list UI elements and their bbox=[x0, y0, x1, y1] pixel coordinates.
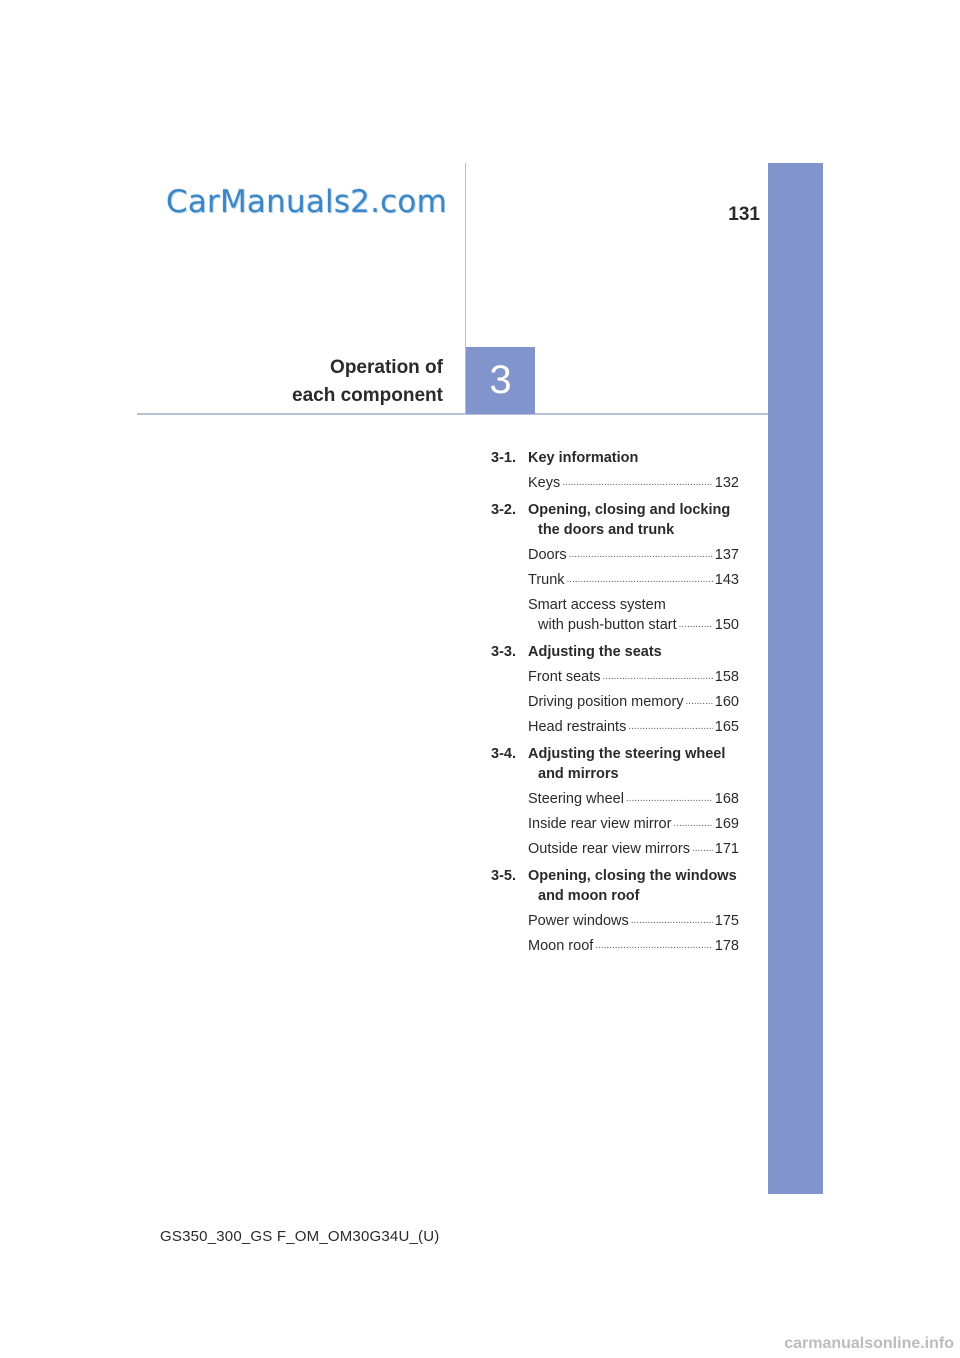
toc-section-number: 3-3. bbox=[491, 644, 516, 660]
toc-entry-label bbox=[528, 595, 677, 635]
toc-dot-leader bbox=[673, 814, 712, 834]
toc-dot-leader bbox=[567, 570, 713, 590]
toc-entry-label bbox=[528, 667, 601, 687]
toc-entry-label bbox=[528, 911, 629, 931]
toc-section-title bbox=[528, 500, 739, 540]
toc-section-title-line-1: Adjusting the steering wheel bbox=[528, 746, 726, 762]
toc-entry[interactable] bbox=[528, 545, 739, 565]
toc-dot-leader bbox=[679, 615, 713, 635]
toc-section bbox=[491, 866, 739, 956]
toc-entry-label bbox=[528, 814, 671, 834]
toc-section-title bbox=[528, 744, 739, 784]
toc-entry-page-number: 160 bbox=[714, 694, 739, 710]
chapter-number-box: 3 bbox=[466, 347, 535, 414]
toc-dot-leader bbox=[686, 692, 713, 712]
toc-entry[interactable] bbox=[528, 936, 739, 956]
toc-section-title bbox=[528, 448, 739, 468]
toc-entry-label bbox=[528, 570, 565, 590]
toc-entry-label-line-1: Inside rear view mirror bbox=[528, 816, 672, 832]
toc-entry[interactable] bbox=[528, 473, 739, 493]
toc-entry-label-line-2: with push-button start bbox=[538, 617, 677, 633]
toc-entry-label bbox=[528, 692, 684, 712]
toc-entry-page-number: 143 bbox=[714, 572, 739, 588]
toc-entry[interactable] bbox=[528, 789, 739, 809]
toc-section-title-line-2: and moon roof bbox=[538, 888, 640, 904]
toc-entry-label bbox=[528, 717, 626, 737]
toc-section-heading bbox=[491, 448, 739, 468]
toc-entry-label-line-1: Keys bbox=[528, 475, 561, 491]
toc-entry[interactable] bbox=[528, 692, 739, 712]
toc-entry-page-number: 158 bbox=[714, 669, 739, 685]
toc-section-title-line-1: Adjusting the seats bbox=[528, 644, 662, 660]
toc-entry-label-line-1: Power windows bbox=[528, 913, 629, 929]
chapter-title-line-1: Operation of bbox=[330, 357, 443, 378]
toc-dot-leader bbox=[692, 839, 713, 859]
toc-section-number: 3-1. bbox=[491, 450, 516, 466]
toc-dot-leader bbox=[562, 473, 713, 493]
toc-section bbox=[491, 448, 739, 493]
table-of-contents bbox=[491, 448, 739, 963]
toc-entry-label-line-1: Trunk bbox=[528, 572, 565, 588]
toc-entry-label-line-1: Outside rear view mirrors bbox=[528, 841, 690, 857]
toc-entry-page-number: 132 bbox=[714, 475, 739, 491]
toc-entry-label bbox=[528, 789, 624, 809]
toc-entry-label-line-1: Moon roof bbox=[528, 938, 594, 954]
carmanualsonline-watermark: carmanualsonline.info bbox=[784, 1335, 954, 1352]
toc-entry[interactable] bbox=[528, 911, 739, 931]
toc-section bbox=[491, 744, 739, 859]
toc-section-title-line-1: Key information bbox=[528, 450, 639, 466]
toc-entry-page-number: 175 bbox=[714, 913, 739, 929]
toc-entry[interactable] bbox=[528, 717, 739, 737]
chapter-title bbox=[292, 354, 443, 410]
carmanuals2-watermark: CarManuals2.com bbox=[166, 184, 447, 220]
toc-entry-label-line-1: Smart access system bbox=[528, 597, 666, 613]
toc-entry[interactable] bbox=[528, 839, 739, 859]
document-code-footer: GS350_300_GS F_OM_OM30G34U_(U) bbox=[160, 1228, 440, 1245]
toc-dot-leader bbox=[569, 545, 713, 565]
toc-section bbox=[491, 642, 739, 737]
toc-section-title-line-1: Opening, closing the windows bbox=[528, 868, 737, 884]
toc-dot-leader bbox=[631, 911, 713, 931]
toc-entry-page-number: 168 bbox=[714, 791, 739, 807]
toc-entry-page-number: 137 bbox=[714, 547, 739, 563]
toc-entry-label bbox=[528, 936, 593, 956]
toc-section-heading bbox=[491, 500, 739, 540]
toc-section-number: 3-4. bbox=[491, 746, 516, 762]
toc-entry-page-number: 150 bbox=[714, 617, 739, 633]
toc-entry-label-line-1: Head restraints bbox=[528, 719, 627, 735]
toc-entry-label-line-1: Front seats bbox=[528, 669, 601, 685]
toc-dot-leader bbox=[595, 936, 713, 956]
toc-section-title bbox=[528, 866, 739, 906]
toc-entry[interactable] bbox=[528, 570, 739, 590]
toc-entry-page-number: 171 bbox=[714, 841, 739, 857]
toc-section-heading bbox=[491, 642, 739, 662]
toc-section-title-line-2: the doors and trunk bbox=[538, 522, 675, 538]
toc-entry-label bbox=[528, 545, 567, 565]
toc-entry-label bbox=[528, 839, 690, 859]
page-number: 131 bbox=[728, 204, 760, 225]
header-horizontal-rule bbox=[137, 413, 768, 415]
toc-dot-leader bbox=[603, 667, 713, 687]
toc-entry-label-line-1: Doors bbox=[528, 547, 567, 563]
toc-entry[interactable] bbox=[528, 814, 739, 834]
toc-section-title-line-2: and mirrors bbox=[538, 766, 619, 782]
toc-dot-leader bbox=[628, 717, 712, 737]
toc-entry-label-line-1: Driving position memory bbox=[528, 694, 684, 710]
toc-entry-label-line-1: Steering wheel bbox=[528, 791, 624, 807]
toc-section-heading bbox=[491, 744, 739, 784]
toc-section-title-line-1: Opening, closing and locking bbox=[528, 502, 731, 518]
toc-section-title bbox=[528, 642, 739, 662]
toc-section-number: 3-5. bbox=[491, 868, 516, 884]
toc-section-number: 3-2. bbox=[491, 502, 516, 518]
chapter-title-line-2: each component bbox=[292, 385, 443, 406]
toc-dot-leader bbox=[626, 789, 713, 809]
chapter-side-tab bbox=[768, 163, 823, 1194]
toc-entry[interactable] bbox=[528, 667, 739, 687]
toc-entry-page-number: 165 bbox=[714, 719, 739, 735]
toc-section-heading bbox=[491, 866, 739, 906]
toc-entry-page-number: 178 bbox=[714, 938, 739, 954]
toc-section bbox=[491, 500, 739, 635]
toc-entry[interactable] bbox=[528, 595, 739, 635]
toc-entry-page-number: 169 bbox=[714, 816, 739, 832]
toc-entry-label bbox=[528, 473, 560, 493]
